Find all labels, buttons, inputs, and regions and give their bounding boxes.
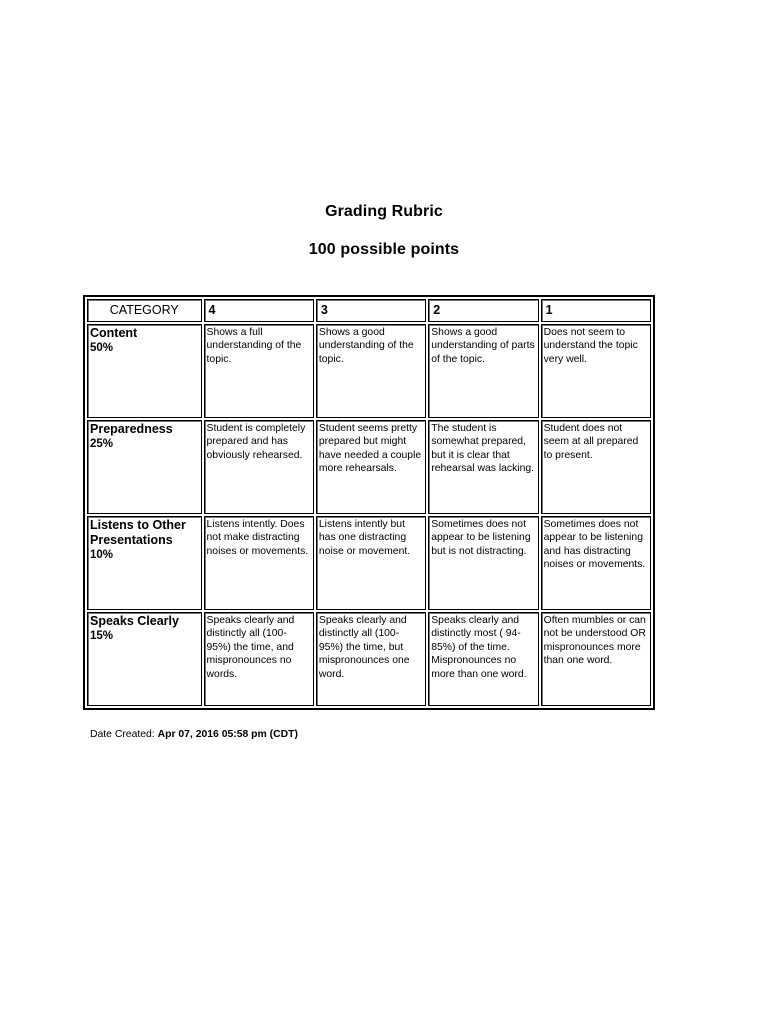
category-cell	[87, 324, 202, 418]
category-weight: 15%	[90, 630, 114, 642]
category-name: Content	[90, 326, 138, 340]
table-row	[87, 612, 651, 706]
document-title: Grading Rubric	[325, 203, 443, 220]
category-weight: 10%	[90, 549, 114, 561]
rubric-cell: The student is somewhat prepared, but it is clear that rehearsal was lacking.	[428, 420, 538, 514]
table-row	[87, 324, 651, 418]
rubric-cell: Shows a good understanding of the topic.	[316, 324, 426, 418]
column-header-1: 1	[541, 299, 651, 322]
date-created-value: Apr 07, 2016 05:58 pm (CDT)	[157, 729, 298, 740]
document-subtitle: 100 possible points	[308, 241, 460, 258]
category-weight: 50%	[90, 342, 114, 354]
date-created-label: Date Created:	[90, 729, 155, 740]
rubric-cell: Listens intently. Does not make distracting noises or movements.	[204, 516, 314, 610]
category-cell	[87, 516, 202, 610]
category-weight: 25%	[90, 438, 114, 450]
rubric-cell: Speaks clearly and distinctly most ( 94-85%) of the time. Mispronounces no more than one word.	[428, 612, 538, 706]
rubric-cell: Sometimes does not appear to be listening and has distracting noises or movements.	[541, 516, 651, 610]
table-header-row	[87, 299, 651, 322]
rubric-cell: Student is completely prepared and has obviously rehearsed.	[204, 420, 314, 514]
table-row	[87, 516, 651, 610]
column-header-3: 3	[316, 299, 426, 322]
table-row	[87, 420, 651, 514]
category-name: Preparedness	[90, 422, 173, 436]
date-created	[90, 729, 298, 740]
category-cell	[87, 420, 202, 514]
category-name: Listens to Other Presentations	[90, 518, 186, 547]
rubric-cell: Student does not seem at all prepared to present.	[541, 420, 651, 514]
category-name: Speaks Clearly	[90, 614, 179, 628]
rubric-cell: Shows a good understanding of parts of the topic.	[428, 324, 538, 418]
rubric-cell: Student seems pretty prepared but might have needed a couple more rehearsals.	[316, 420, 426, 514]
rubric-cell: Sometimes does not appear to be listening but is not distracting.	[428, 516, 538, 610]
rubric-table	[83, 295, 655, 710]
rubric-cell: Often mumbles or can not be understood OR mispronounces more than one word.	[541, 612, 651, 706]
rubric-cell: Does not seem to understand the topic very well.	[541, 324, 651, 418]
category-cell	[87, 612, 202, 706]
rubric-cell: Listens intently but has one distracting noise or movement.	[316, 516, 426, 610]
rubric-cell: Speaks clearly and distinctly all (100-95%) the time, and mispronounces no words.	[204, 612, 314, 706]
rubric-cell: Speaks clearly and distinctly all (100-95%) the time, but mispronounces one word.	[316, 612, 426, 706]
column-header-2: 2	[428, 299, 538, 322]
column-header-4: 4	[204, 299, 314, 322]
column-header-category: CATEGORY	[87, 299, 202, 322]
rubric-cell: Shows a full understanding of the topic.	[204, 324, 314, 418]
